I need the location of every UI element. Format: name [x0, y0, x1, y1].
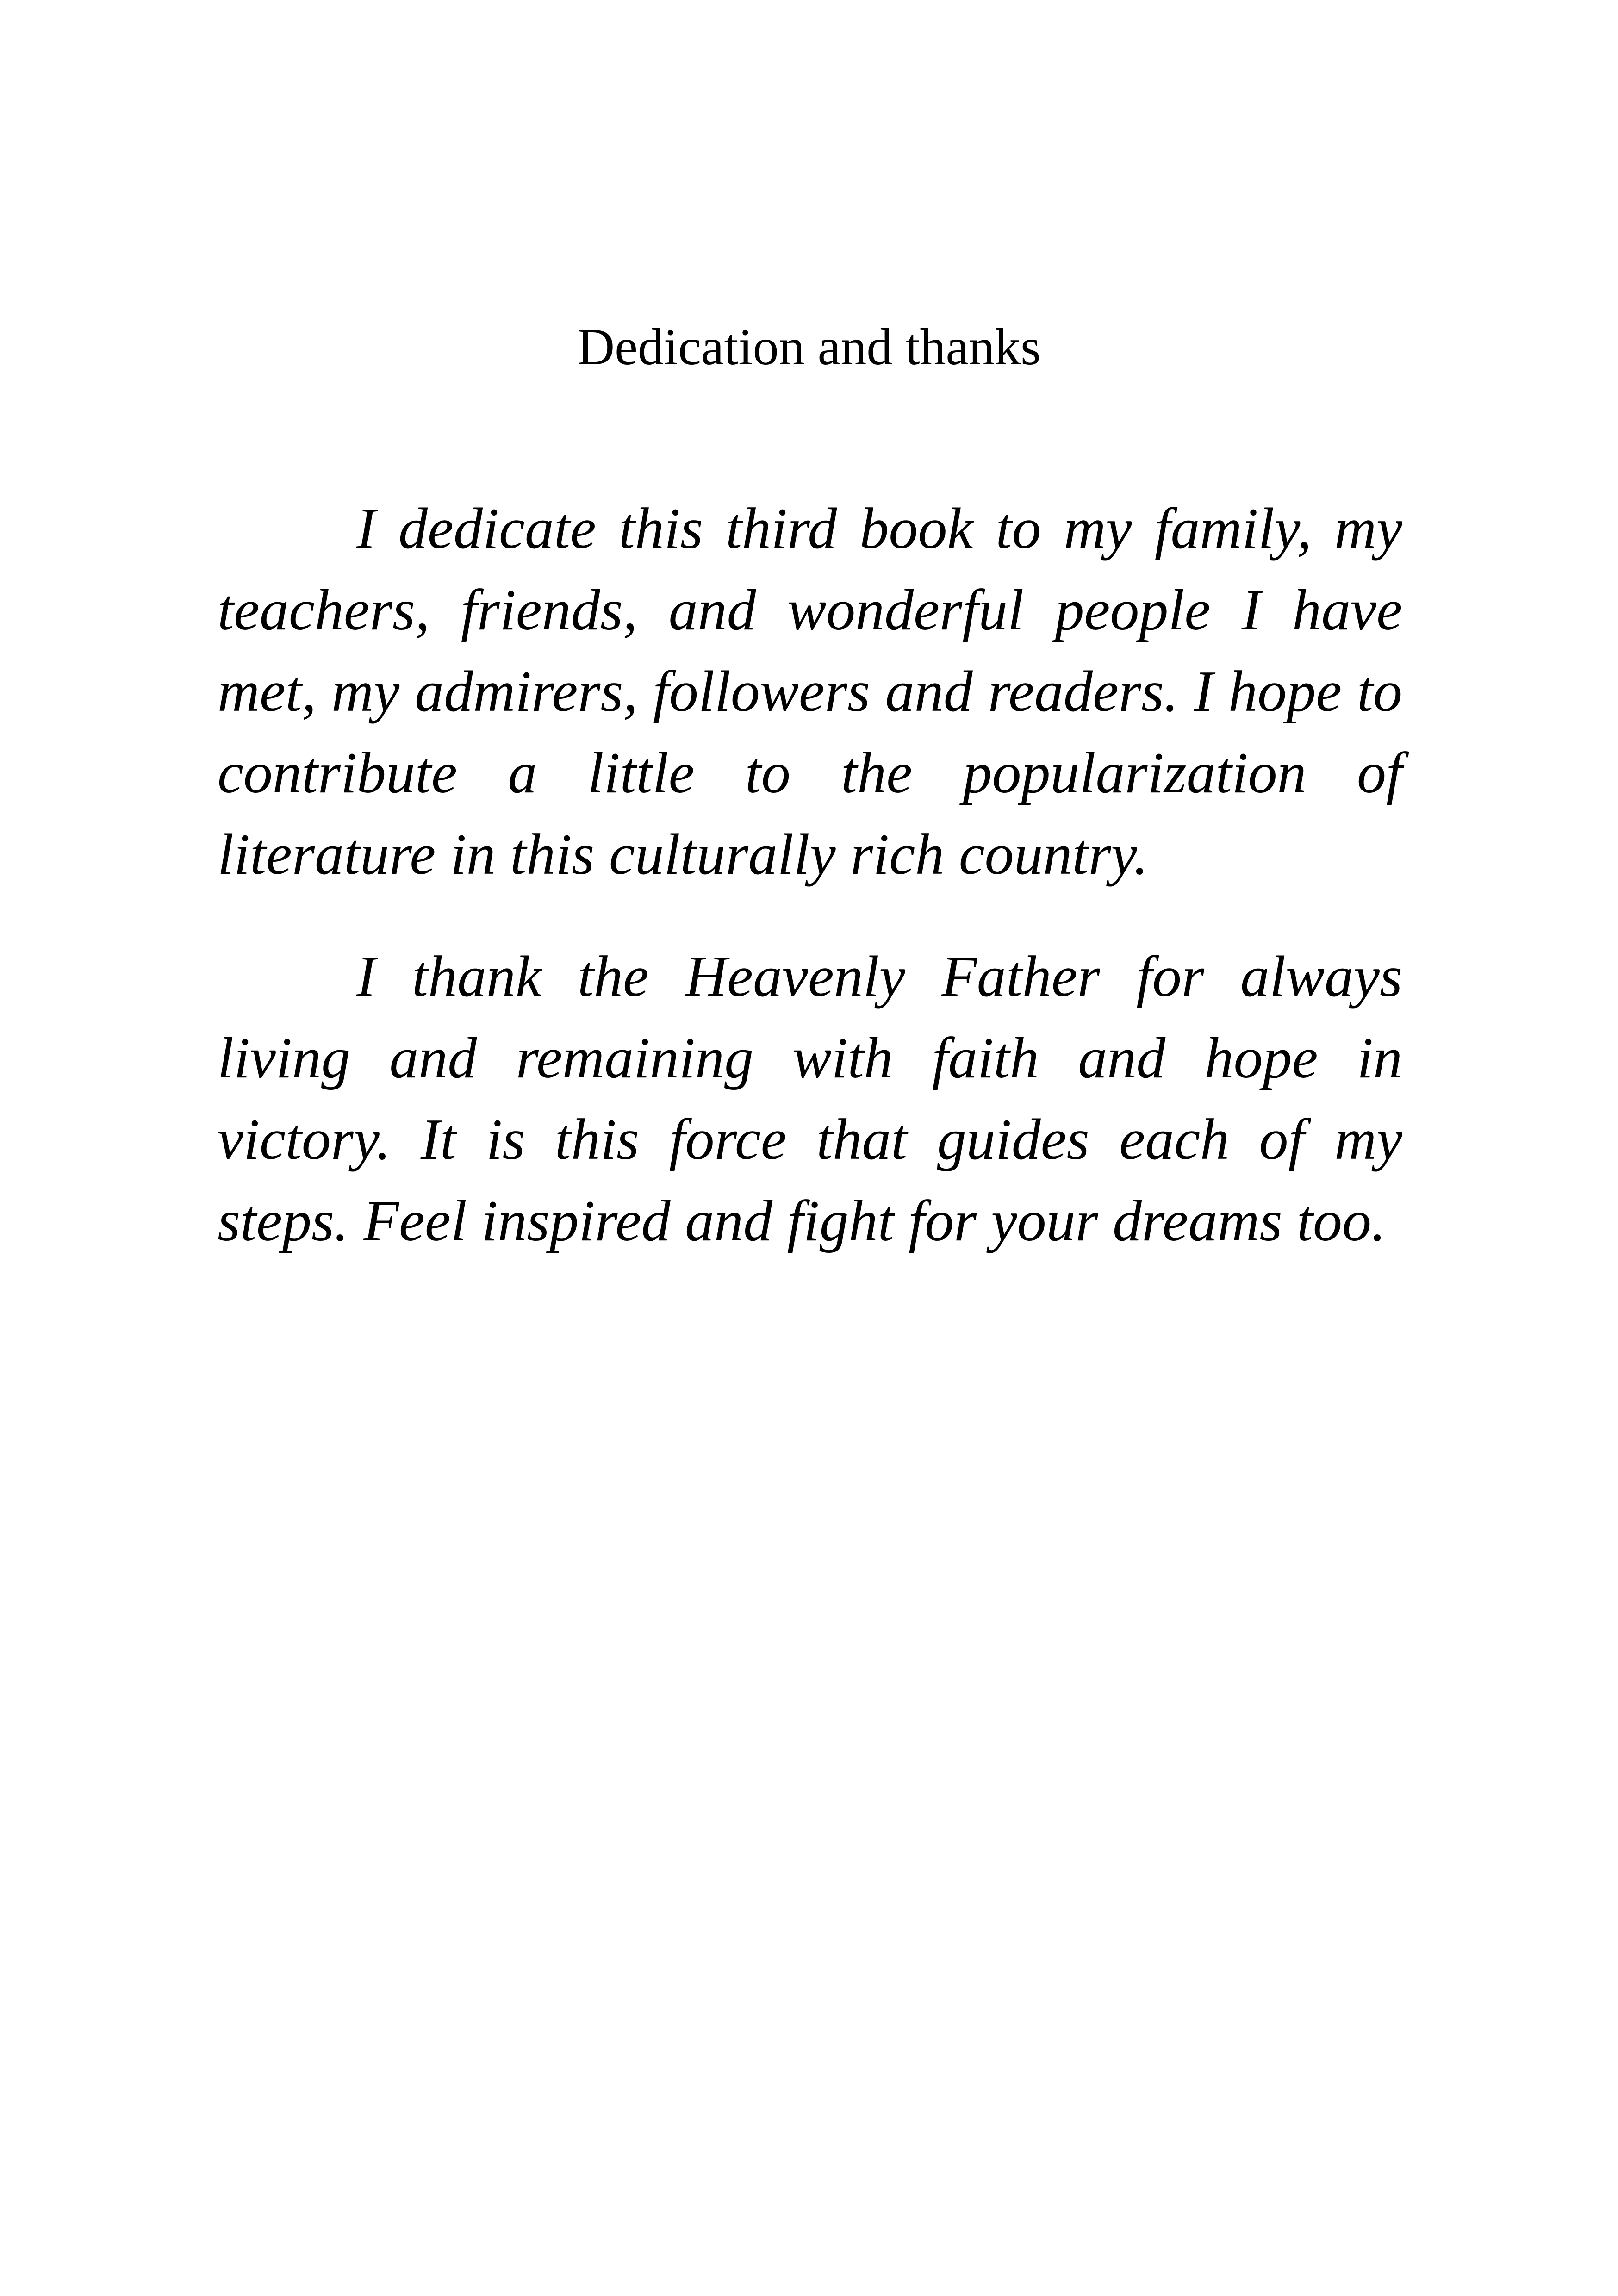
- body-text: [218, 488, 1402, 1303]
- dedication-paragraph: I dedicate this third book to my family, my teachers, friends, and wonderful people I have met, my admirers, followers and readers. I hope to contribute a little to the popularization of literature in this culturally rich country.: [218, 497, 1402, 887]
- thanks-paragraph: I thank the Heavenly Father for always living and remaining with faith and hope in victory. It is this force that guides each of my steps. Feel inspired and fight for your dreams too.: [218, 945, 1402, 1253]
- page-title: Dedication and thanks: [577, 318, 1041, 376]
